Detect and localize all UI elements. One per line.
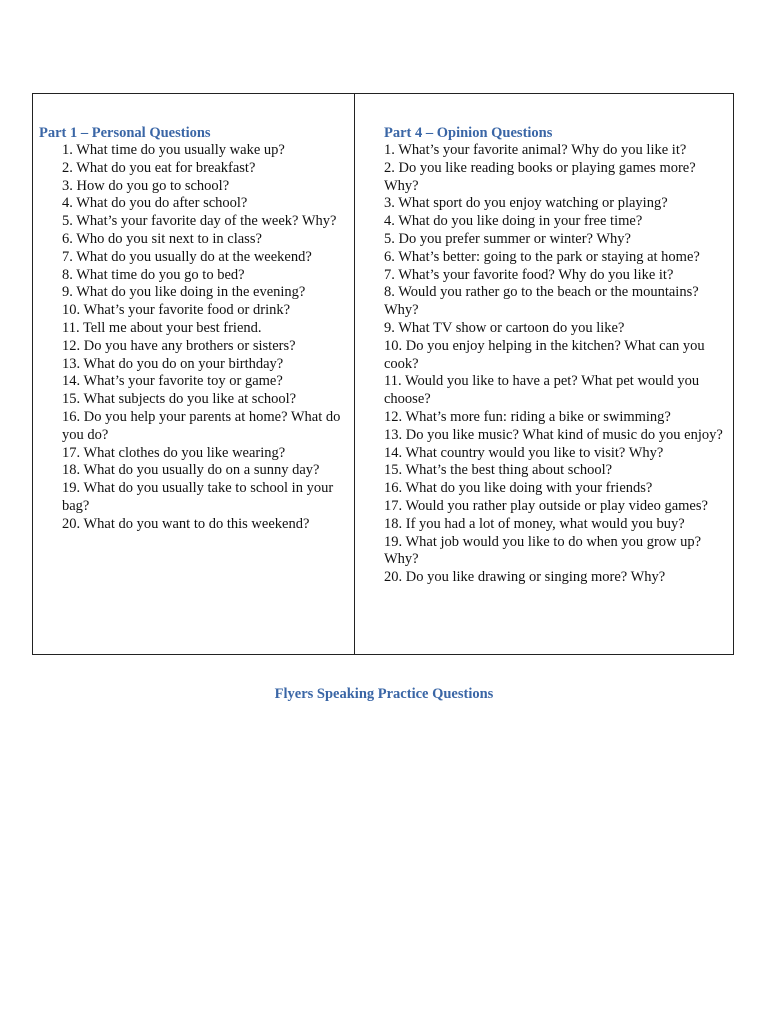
- list-item: 11. Tell me about your best friend.: [62, 319, 262, 336]
- part1-question-list: [39, 142, 348, 534]
- list-item: 4. What do you like doing in your free time?: [384, 213, 643, 230]
- list-item: 8. What time do you go to bed?: [62, 266, 245, 283]
- part1-column: [33, 94, 355, 654]
- list-item: 9. What do you like doing in the evening?: [62, 284, 306, 301]
- list-item: 1. What’s your favorite animal? Why do you like it?: [384, 142, 687, 158]
- list-item: 3. How do you go to school?: [62, 177, 230, 194]
- list-item: 18. What do you usually do on a sunny day?: [62, 462, 320, 479]
- list-item: 10. Do you enjoy helping in the kitchen? What can you cook?: [384, 337, 705, 372]
- part4-heading: Part 4 – Opinion Questions: [384, 125, 553, 141]
- list-item: 16. Do you help your parents at home? What do you do?: [62, 408, 341, 443]
- list-item: 6. What’s better: going to the park or staying at home?: [384, 248, 700, 265]
- list-item: 9. What TV show or cartoon do you like?: [384, 319, 625, 336]
- list-item: 17. Would you rather play outside or play video games?: [384, 497, 708, 514]
- list-item: 18. If you had a lot of money, what would you buy?: [384, 515, 685, 532]
- list-item: 7. What do you usually do at the weekend?: [62, 248, 312, 265]
- list-item: 16. What do you like doing with your friends?: [384, 480, 653, 497]
- list-item: 11. Would you like to have a pet? What pet would you choose?: [384, 373, 700, 408]
- part4-column: [355, 94, 733, 654]
- list-item: 1. What time do you usually wake up?: [62, 142, 285, 158]
- list-item: 4. What do you do after school?: [62, 195, 248, 212]
- list-item: 2. What do you eat for breakfast?: [62, 159, 256, 176]
- list-item: 8. Would you rather go to the beach or the mountains? Why?: [384, 284, 699, 319]
- list-item: 12. Do you have any brothers or sisters?: [62, 337, 296, 354]
- list-item: 20. Do you like drawing or singing more? Why?: [384, 569, 666, 586]
- document-title: Flyers Speaking Practice Questions: [274, 686, 494, 702]
- list-item: 7. What’s your favorite food? Why do you like it?: [384, 266, 674, 283]
- part1-heading: Part 1 – Personal Questions: [39, 125, 211, 141]
- list-item: 14. What country would you like to visit? Why?: [384, 444, 664, 461]
- list-item: 2. Do you like reading books or playing games more? Why?: [384, 159, 696, 194]
- list-item: 13. What do you do on your birthday?: [62, 355, 284, 372]
- list-item: 5. What’s your favorite day of the week? Why?: [62, 213, 337, 230]
- list-item: 20. What do you want to do this weekend?: [62, 515, 310, 532]
- list-item: 19. What job would you like to do when you grow up? Why?: [384, 533, 702, 568]
- list-item: 3. What sport do you enjoy watching or playing?: [384, 195, 668, 212]
- part4-question-list: [384, 142, 725, 587]
- list-item: 15. What’s the best thing about school?: [384, 462, 613, 479]
- list-item: 12. What’s more fun: riding a bike or swimming?: [384, 408, 671, 425]
- questions-table: [32, 93, 734, 655]
- list-item: 14. What’s your favorite toy or game?: [62, 373, 283, 390]
- list-item: 13. Do you like music? What kind of music do you enjoy?: [384, 426, 723, 443]
- list-item: 10. What’s your favorite food or drink?: [62, 302, 291, 319]
- list-item: 19. What do you usually take to school in your bag?: [62, 480, 334, 514]
- list-item: 15. What subjects do you like at school?: [62, 391, 297, 408]
- list-item: 5. Do you prefer summer or winter? Why?: [384, 230, 631, 247]
- list-item: 17. What clothes do you like wearing?: [62, 444, 286, 461]
- list-item: 6. Who do you sit next to in class?: [62, 230, 262, 247]
